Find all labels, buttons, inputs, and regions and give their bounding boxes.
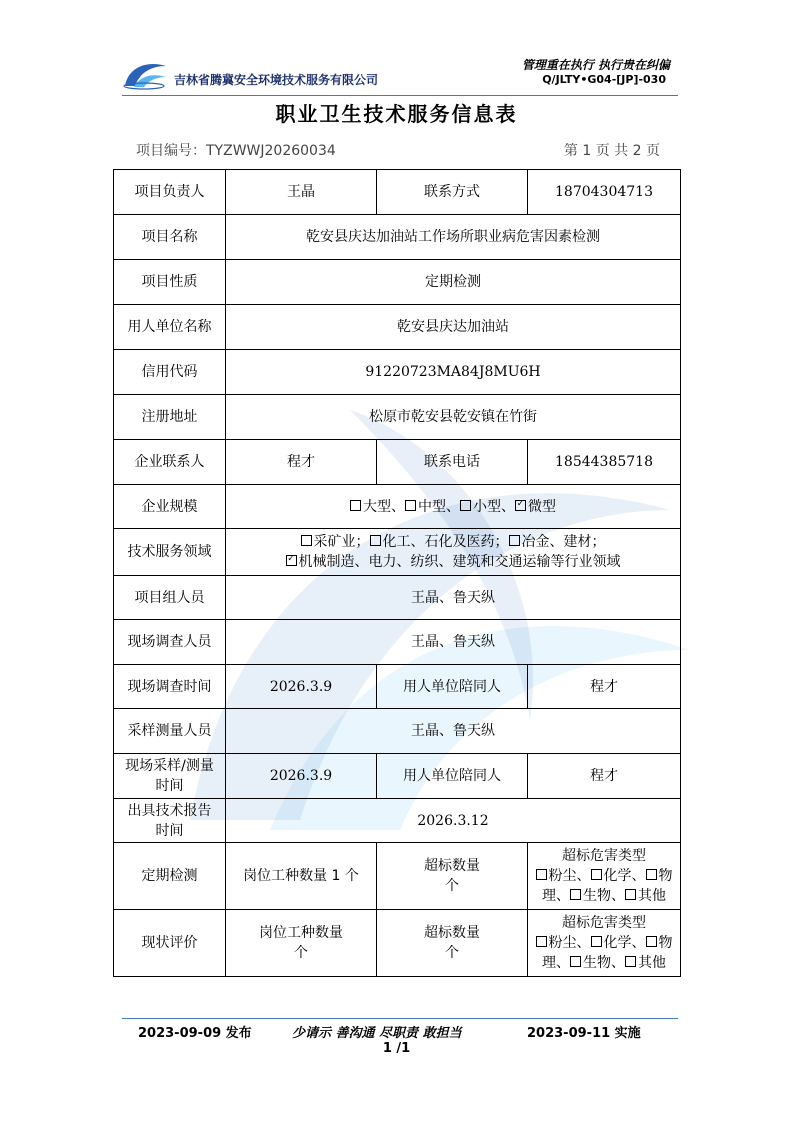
table-row	[114, 215, 681, 260]
cell-label: 企业联系人	[114, 440, 226, 485]
header-divider	[122, 95, 678, 96]
cell-label: 项目名称	[114, 215, 226, 260]
checkbox-icon	[460, 500, 471, 511]
periodic-posts-value: 岗位工种数量 1 个	[226, 843, 377, 910]
scale-options: 大型、 中型、 小型、✓ 微型	[226, 485, 681, 529]
phone-value: 18544385718	[528, 440, 681, 485]
cell-label: 项目性质	[114, 260, 226, 305]
periodic-exceed-value: 超标数量 个	[377, 843, 528, 910]
table-row	[114, 350, 681, 395]
project-number: 项目编号：TYZWWJ20260034	[136, 143, 336, 159]
cell-label: 现场采样/测量 时间	[114, 754, 226, 799]
cell-label: 企业规模	[114, 485, 226, 529]
project-nature-value: 定期检测	[226, 260, 681, 305]
checkbox-icon	[570, 956, 581, 967]
cell-label: 信用代码	[114, 350, 226, 395]
table-row	[114, 843, 681, 910]
status-hazard-types: 超标危害类型 粉尘、 化学、 物 理、 生物、 其他	[528, 910, 681, 977]
checkbox-icon	[350, 500, 361, 511]
cell-label: 用人单位陪同人	[377, 754, 528, 799]
table-row	[114, 395, 681, 440]
contact-value: 18704304713	[528, 170, 681, 215]
footer-page-number: 1 /1	[382, 1041, 411, 1056]
table-row	[114, 665, 681, 709]
cell-label: 现场调查人员	[114, 620, 226, 665]
table-row	[114, 576, 681, 620]
team-value: 王晶、鲁天纵	[226, 576, 681, 620]
cell-label: 项目组人员	[114, 576, 226, 620]
enterprise-contact-value: 程才	[226, 440, 377, 485]
table-row	[114, 620, 681, 665]
table-row	[114, 260, 681, 305]
checkbox-icon	[536, 936, 547, 947]
credit-code-value: 91220723MA84J8MU6H	[226, 350, 681, 395]
survey-time-value: 2026.3.9	[226, 665, 377, 709]
cell-label: 用人单位名称	[114, 305, 226, 350]
checkbox-icon	[301, 535, 312, 546]
checkbox-icon	[625, 889, 636, 900]
info-table	[113, 169, 681, 977]
cell-label: 定期检测	[114, 843, 226, 910]
leader-value: 王晶	[226, 170, 377, 215]
footer-divider	[122, 1018, 678, 1019]
cell-label: 现场调查时间	[114, 665, 226, 709]
table-row	[114, 529, 681, 576]
periodic-hazard-types: 超标危害类型 粉尘、 化学、 物 理、 生物、 其他	[528, 843, 681, 910]
company-logo	[122, 56, 168, 90]
cell-label: 现状评价	[114, 910, 226, 977]
survey-accompany-value: 程才	[528, 665, 681, 709]
implement-date: 2023-09-11 实施	[527, 1026, 641, 1041]
page-header	[122, 52, 678, 96]
cell-label: 注册地址	[114, 395, 226, 440]
checkbox-icon	[646, 869, 657, 880]
cell-label: 技术服务领域	[114, 529, 226, 576]
checkbox-icon	[370, 535, 381, 546]
cell-label: 用人单位陪同人	[377, 665, 528, 709]
checkbox-icon	[646, 936, 657, 947]
sampling-time-value: 2026.3.9	[226, 754, 377, 799]
checkbox-icon	[509, 535, 520, 546]
page-title: 职业卫生技术服务信息表	[275, 102, 518, 126]
table-row	[114, 754, 681, 799]
status-exceed-value: 超标数量 个	[377, 910, 528, 977]
checkbox-icon	[591, 869, 602, 880]
sampling-accompany-value: 程才	[528, 754, 681, 799]
document-number: Q/JLTY•G04-[JP]-030	[542, 73, 666, 86]
checked-checkbox-icon	[515, 500, 526, 511]
issue-date: 2023-09-09 发布	[138, 1026, 252, 1041]
cell-label: 联系电话	[377, 440, 528, 485]
header-motto: 管理重在执行 执行贵在纠偏	[521, 58, 670, 72]
table-row	[114, 440, 681, 485]
address-value: 松原市乾安县乾安镇在竹街	[226, 395, 681, 440]
table-row	[114, 170, 681, 215]
checkbox-icon	[536, 869, 547, 880]
cell-label: 出具技术报告 时间	[114, 799, 226, 843]
table-row	[114, 485, 681, 529]
survey-staff-value: 王晶、鲁天纵	[226, 620, 681, 665]
report-time-value: 2026.3.12	[226, 799, 681, 843]
checkbox-icon	[570, 889, 581, 900]
company-name: 吉林省腾冀安全环境技术服务有限公司	[174, 73, 379, 87]
employer-value: 乾安县庆达加油站	[226, 305, 681, 350]
footer-slogan: 少请示 善沟通 尽职责 敢担当	[292, 1026, 462, 1041]
cell-label: 联系方式	[377, 170, 528, 215]
status-posts-value: 岗位工种数量 个	[226, 910, 377, 977]
table-row	[114, 799, 681, 843]
cell-label: 采样测量人员	[114, 709, 226, 754]
table-row	[114, 910, 681, 977]
table-row	[114, 305, 681, 350]
cell-label: 项目负责人	[114, 170, 226, 215]
checkbox-icon	[405, 500, 416, 511]
checkbox-icon	[625, 956, 636, 967]
checked-checkbox-icon	[286, 555, 297, 566]
sampling-staff-value: 王晶、鲁天纵	[226, 709, 681, 754]
page-indicator: 第 1 页 共 2 页	[563, 143, 660, 159]
checkbox-icon	[591, 936, 602, 947]
project-name-value: 乾安县庆达加油站工作场所职业病危害因素检测	[226, 215, 681, 260]
table-row	[114, 709, 681, 754]
service-field-options: 采矿业； 化工、石化及医药； 冶金、建材； ✓机械制造、电力、纺织、建筑和交通运输等行业领域	[226, 529, 681, 576]
